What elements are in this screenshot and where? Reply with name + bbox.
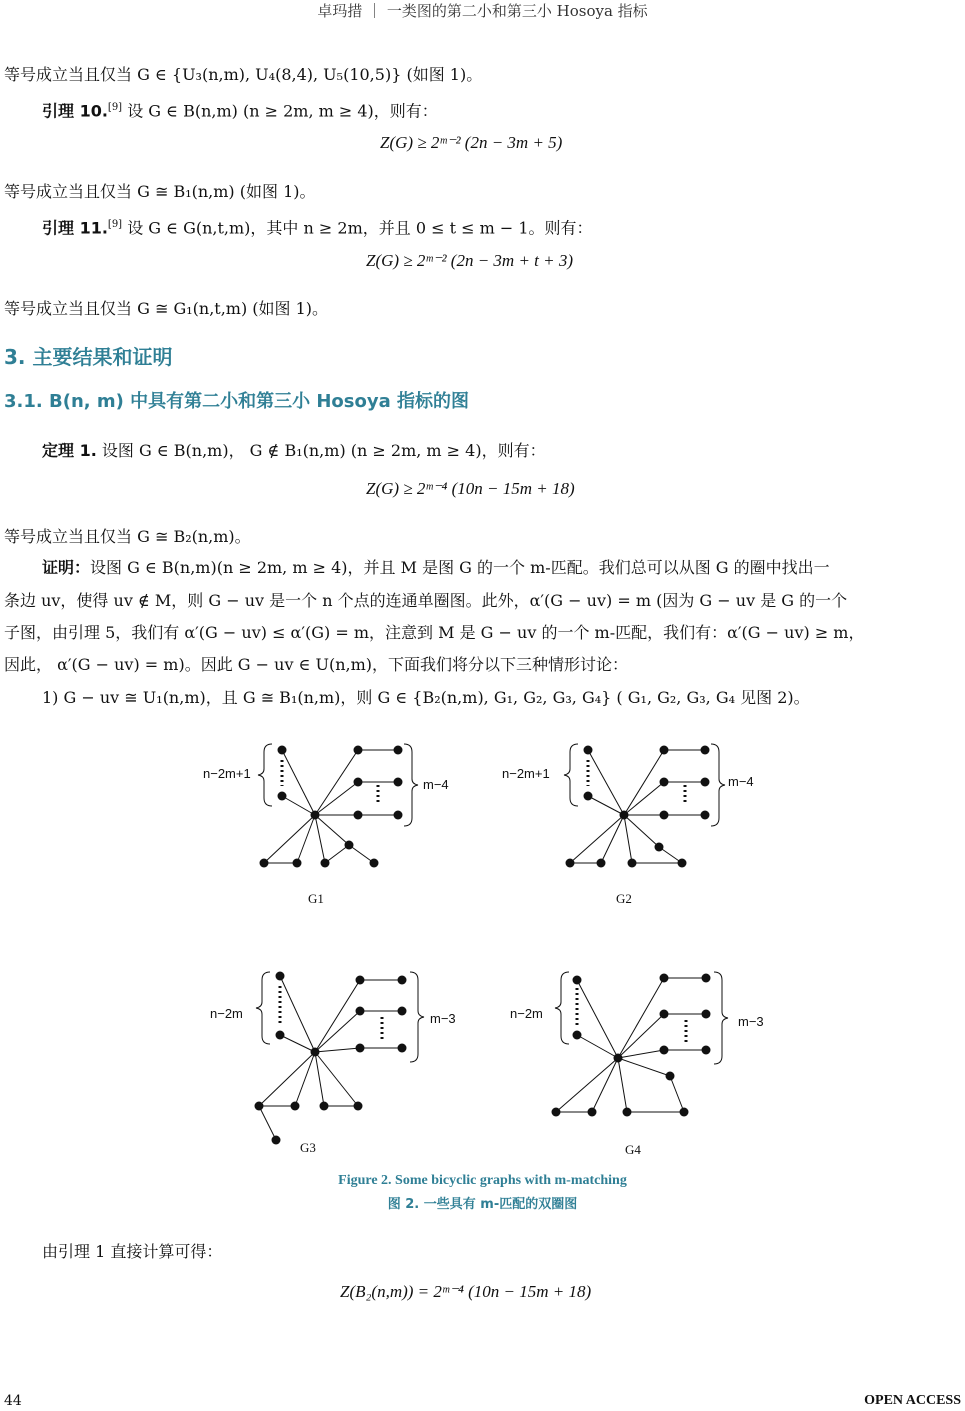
graph-label-g4: G4 xyxy=(625,1142,641,1157)
citation-ref[interactable]: [9] xyxy=(107,102,123,113)
text-line: 等号成立当且仅当 G ≅ B₁(n,m) (如图 1)。 xyxy=(4,182,316,201)
equation-1: Z(G) ≥ 2ᵐ⁻² (2n − 3m + 5) xyxy=(380,133,563,152)
lemma-11 xyxy=(42,214,593,239)
proof-line: 子图，由引理 5，我们有 α′(G − uv) ≤ α′(G) = m，注意到 M 是 G − uv 的一个 m-匹配，我们有：α′(G − uv) ≥ m， xyxy=(4,623,865,642)
theorem-1 xyxy=(42,440,546,462)
text-line: 等号成立当且仅当 G ∈ {U₃(n,m), U₄(8,4), U₅(10,5)} (如图 1)。 xyxy=(4,65,483,84)
label-left: n−2m xyxy=(510,1006,543,1021)
graph-g3 xyxy=(256,972,424,1140)
open-access-label: OPEN ACCESS xyxy=(864,1393,961,1408)
text-line: 等号成立当且仅当 G ≅ G₁(n,t,m) (如图 1)。 xyxy=(4,299,329,318)
equation-4: Z(B₂(n,m)) = 2ᵐ⁻⁴ (10n − 15m + 18) xyxy=(340,1282,592,1301)
proof-text: 设图 G ∈ B(n,m)(n ≥ 2m, m ≥ 4)，并且 M 是图 G 的一个 m-匹配。我们总可以从图 G 的圈中找出一 xyxy=(90,558,830,577)
page-number: 44 xyxy=(4,1393,22,1409)
graph-label-g1: G1 xyxy=(308,891,324,906)
figure-caption-zh: 图 2. 一些具有 m-匹配的双圈图 xyxy=(387,1197,578,1212)
lemma-text: 设 G ∈ B(n,m) (n ≥ 2m, m ≥ 4)，则有： xyxy=(127,101,438,121)
equation-2: Z(G) ≥ 2ᵐ⁻² (2n − 3m + t + 3) xyxy=(366,251,574,270)
figure-caption-en: Figure 2. Some bicyclic graphs with m-matching xyxy=(338,1173,627,1188)
graph-g4 xyxy=(555,972,728,1112)
lemma-text: 设 G ∈ G(n,t,m)，其中 n ≥ 2m，并且 0 ≤ t ≤ m − 1。则有： xyxy=(127,218,593,238)
figure-2-graphs xyxy=(0,730,965,1170)
label-left: n−2m+1 xyxy=(502,766,550,781)
running-header: 卓玛措 ｜ 一类图的第二小和第三小 Hosoya 指标 xyxy=(317,2,648,20)
theorem-text: 设图 G ∈ B(n,m)， G ∉ B₁(n,m) (n ≥ 2m, m ≥ 4)，则有： xyxy=(101,441,546,460)
theorem-label: 定理 1. xyxy=(42,441,97,460)
label-right: m−3 xyxy=(738,1014,764,1029)
lemma-label: 引理 11. xyxy=(42,218,108,238)
citation-ref[interactable]: [9] xyxy=(107,219,123,230)
lemma-10 xyxy=(42,97,438,122)
lemma-label: 引理 10. xyxy=(42,101,108,121)
proof-line: 因此， α′(G − uv) = m)。因此 G − uv ∈ U(n,m)，下面我们将分以下三种情形讨论： xyxy=(4,655,629,674)
proof-label: 证明： xyxy=(42,558,91,577)
label-right: m−4 xyxy=(728,774,754,789)
section-heading: 3. 主要结果和证明 xyxy=(4,345,173,369)
subsection-heading: 3.1. B(n, m) 中具有第二小和第三小 Hosoya 指标的图 xyxy=(4,391,470,412)
label-left: n−2m+1 xyxy=(203,766,251,781)
proof-line: 条边 uv，使得 uv ∉ M，则 G − uv 是一个 n 个点的连通单圈图。此外，α′(G − uv) = m (因为 G − uv 是 G 的一个 xyxy=(4,591,848,610)
case-line: 1) G − uv ≅ U₁(n,m)，且 G ≅ B₁(n,m)，则 G ∈ {B₂(n,m), G₁, G₂, G₃, G₄} ( G₁, G₂, G₃, G₄ 见图 2)。 xyxy=(42,688,810,707)
label-right: m−3 xyxy=(430,1011,456,1026)
label-right: m−4 xyxy=(423,777,449,792)
text-line: 等号成立当且仅当 G ≅ B₂(n,m)。 xyxy=(4,527,251,546)
equation-3: Z(G) ≥ 2ᵐ⁻⁴ (10n − 15m + 18) xyxy=(366,479,575,498)
graph-label-g2: G2 xyxy=(616,891,632,906)
text-line: 由引理 1 直接计算可得： xyxy=(42,1242,223,1261)
graph-label-g3: G3 xyxy=(300,1140,316,1155)
label-left: n−2m xyxy=(210,1006,243,1021)
graph-g2 xyxy=(564,744,725,863)
proof-line xyxy=(42,557,830,579)
graph-g1 xyxy=(258,744,418,863)
